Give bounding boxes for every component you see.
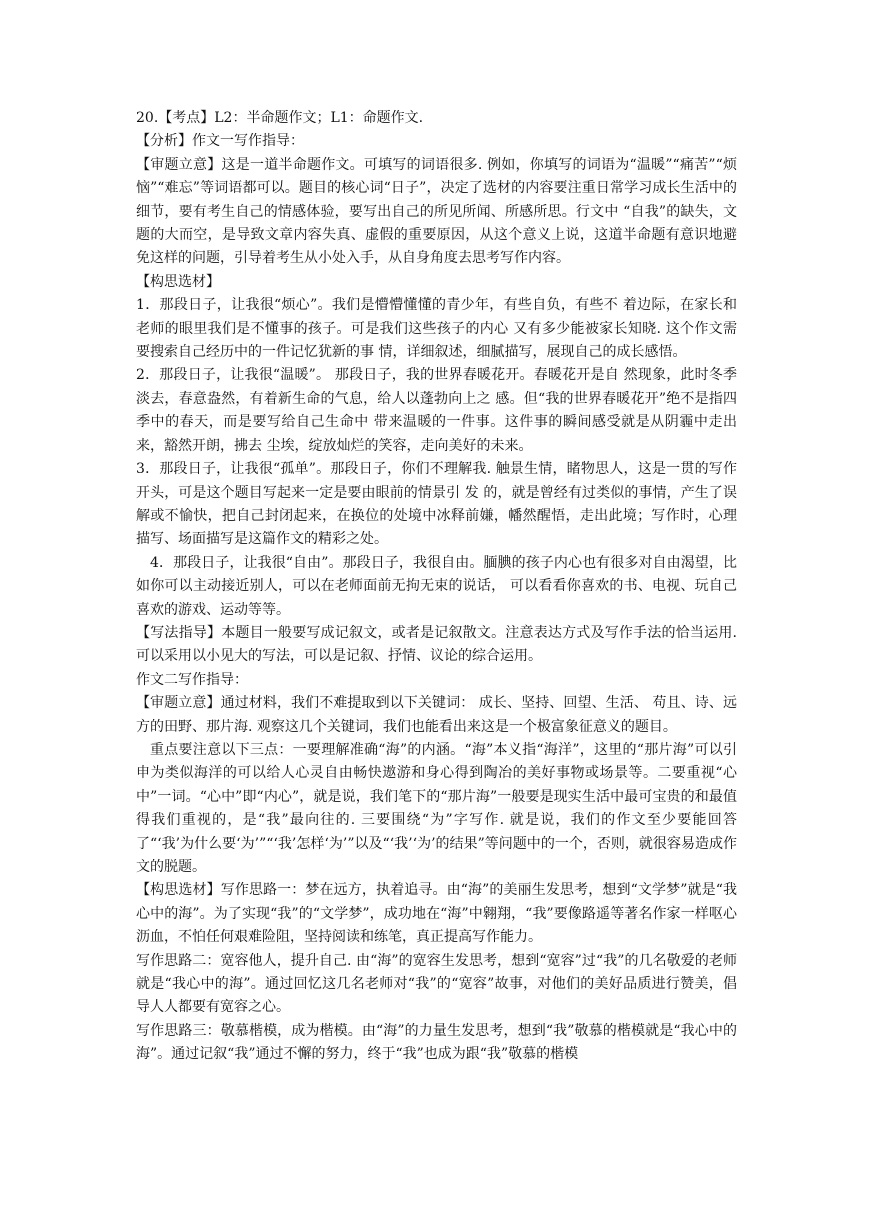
essay1-idea-4: 4．那段日子，让我很“自由”。那段日子，我很自由。腼腆的孩子内心也有很多对自由渴望，比如你可以主动接近别人，可以在老师面前无拘无束的说话， 可以看看你喜欢的书、电视、玩自己喜欢的游戏、运动等等。 [136, 554, 737, 618]
essay1-idea-3: 3．那段日子，让我很“孤单”。那段日子，你们不理解我. 触景生情，睹物思人，这是一贯的写作开头，可是这个题目写起来一定是要由眼前的情景引 发 的，就是曾经有过类似的事情，产生了误解或不愉快，把自己封闭起来，在换位的处境中冰释前嫌，幡然醒悟，走出此境；写作时，心理描写、场面描写是这篇作文的精彩之处。 [136, 461, 737, 548]
essay1-material-heading: 【构思选材】 [136, 273, 220, 290]
essay2-theme-paragraph: 【审题立意】通过材料，我们不难提取到以下关键词： 成长、坚持、回望、生活、 苟且、诗、远方的田野、那片海. 观察这几个关键词，我们也能看出来这是一个极富象征意义的题目。 [136, 695, 737, 735]
essay1-idea-2: 2．那段日子，让我很“温暖”。 那段日子，我的世界春暖花开。春暖花开是自 然现象，此时冬季淡去，春意盎然，有着新生命的气息，给人以蓬勃向上之 感。但“我的世界春暖花开”绝不是指四季中的春天，而是要写给自己生命中 带来温暖的一件事。这件事的瞬间感受就是从阴霾中走出来，豁然开朗，拂去 尘埃，绽放灿烂的笑容，走向美好的未来。 [136, 367, 737, 454]
essay2-key-points: 重点要注意以下三点：一要理解准确“海”的内涵。“海”本义指“海洋”，这里的“那片海”可以引申为类似海洋的可以给人心灵自由畅快遨游和身心得到陶冶的美好事物或场景等。二要重视“心中”一词。“心中”即“内心”，就是说，我们笔下的“那片海”一般要是现实生活中最可宝贵的和最值得我们重视的，是“我”最向往的. 三要围绕“为”字写作. 就是说，我们的作文至少要能回答了“‘我’为什么要‘为’”“‘我’怎样‘为’”以及“‘我’‘为’的结果”等问题中的一个，否则，就很容易造成作文的脱题。 [136, 741, 737, 875]
question-heading: 20.【考点】L2：半命题作文；L1：命题作文. [136, 110, 424, 126]
essay2-approach-2: 写作思路二：宽容他人，提升自己. 由“海”的宽容生发思考，想到“宽容”过“我”的几名敬爱的老师就是“我心中的海”。通过回忆这几名老师对“我”的“宽容”故事，对他们的美好品质进行赞美，倡导人人都要有宽容之心。 [136, 952, 737, 1016]
essay1-theme-paragraph: 【审题立意】这是一道半命题作文。可填写的词语很多. 例如，你填写的词语为“温暖”“痛苦”“烦恼”“难忘”等词语都可以。题目的核心词“日子”，决定了选材的内容要注重日常学习成长生活中的细节，要有考生自己的情感体验，要写出自己的所见所闻、所感所思。行文中 “自我”的缺失，文题的大而空，是导致文章内容失真、虚假的重要原因，从这个意义上说，这道半命题有意识地避免这样的问题，引导着考生从小处入手，从自身角度去思考写作内容。 [136, 156, 737, 267]
analysis-heading: 【分析】作文一写作指导： [136, 133, 304, 150]
essay1-idea-1: 1．那段日子，让我很“烦心”。我们是懵懵懂懂的青少年，有些自负，有些不 着边际，在家长和老师的眼里我们是不懂事的孩子。可是我们这些孩子的内心 又有多少能被家长知晓. 这个作文需要搜索自己经历中的一件记忆犹新的事 情，详细叙述，细腻描写，展现自己的成长感悟。 [136, 297, 737, 361]
essay2-approach-3: 写作思路三：敬慕楷模，成为楷模。由“海”的力量生发思考，想到“我”敬慕的楷模就是“我心中的海”。通过记叙“我”通过不懈的努力，终于“我”也成为跟“我”敬慕的楷模 [136, 1022, 737, 1063]
essay2-approach-1: 【构思选材】写作思路一：梦在远方，执着追寻。由“海”的美丽生发思考，想到“文学梦”就是“我心中的海”。为了实现“我”的“文学梦”，成功地在“海”中翱翔，“我”要像路遥等著名作家一样呕心沥血，不怕任何艰难险阻，坚持阅读和练笔，真正提高写作能力。 [136, 882, 737, 946]
essay1-writing-method: 【写法指导】本题目一般要写成记叙文，或者是记叙散文。注意表达方式及写作手法的恰当运用. 可以采用以小见大的写法，可以是记叙、抒情、议论的综合运用。 [136, 624, 737, 665]
essay2-heading: 作文二写作指导： [136, 671, 248, 688]
document-page [136, 107, 737, 1067]
